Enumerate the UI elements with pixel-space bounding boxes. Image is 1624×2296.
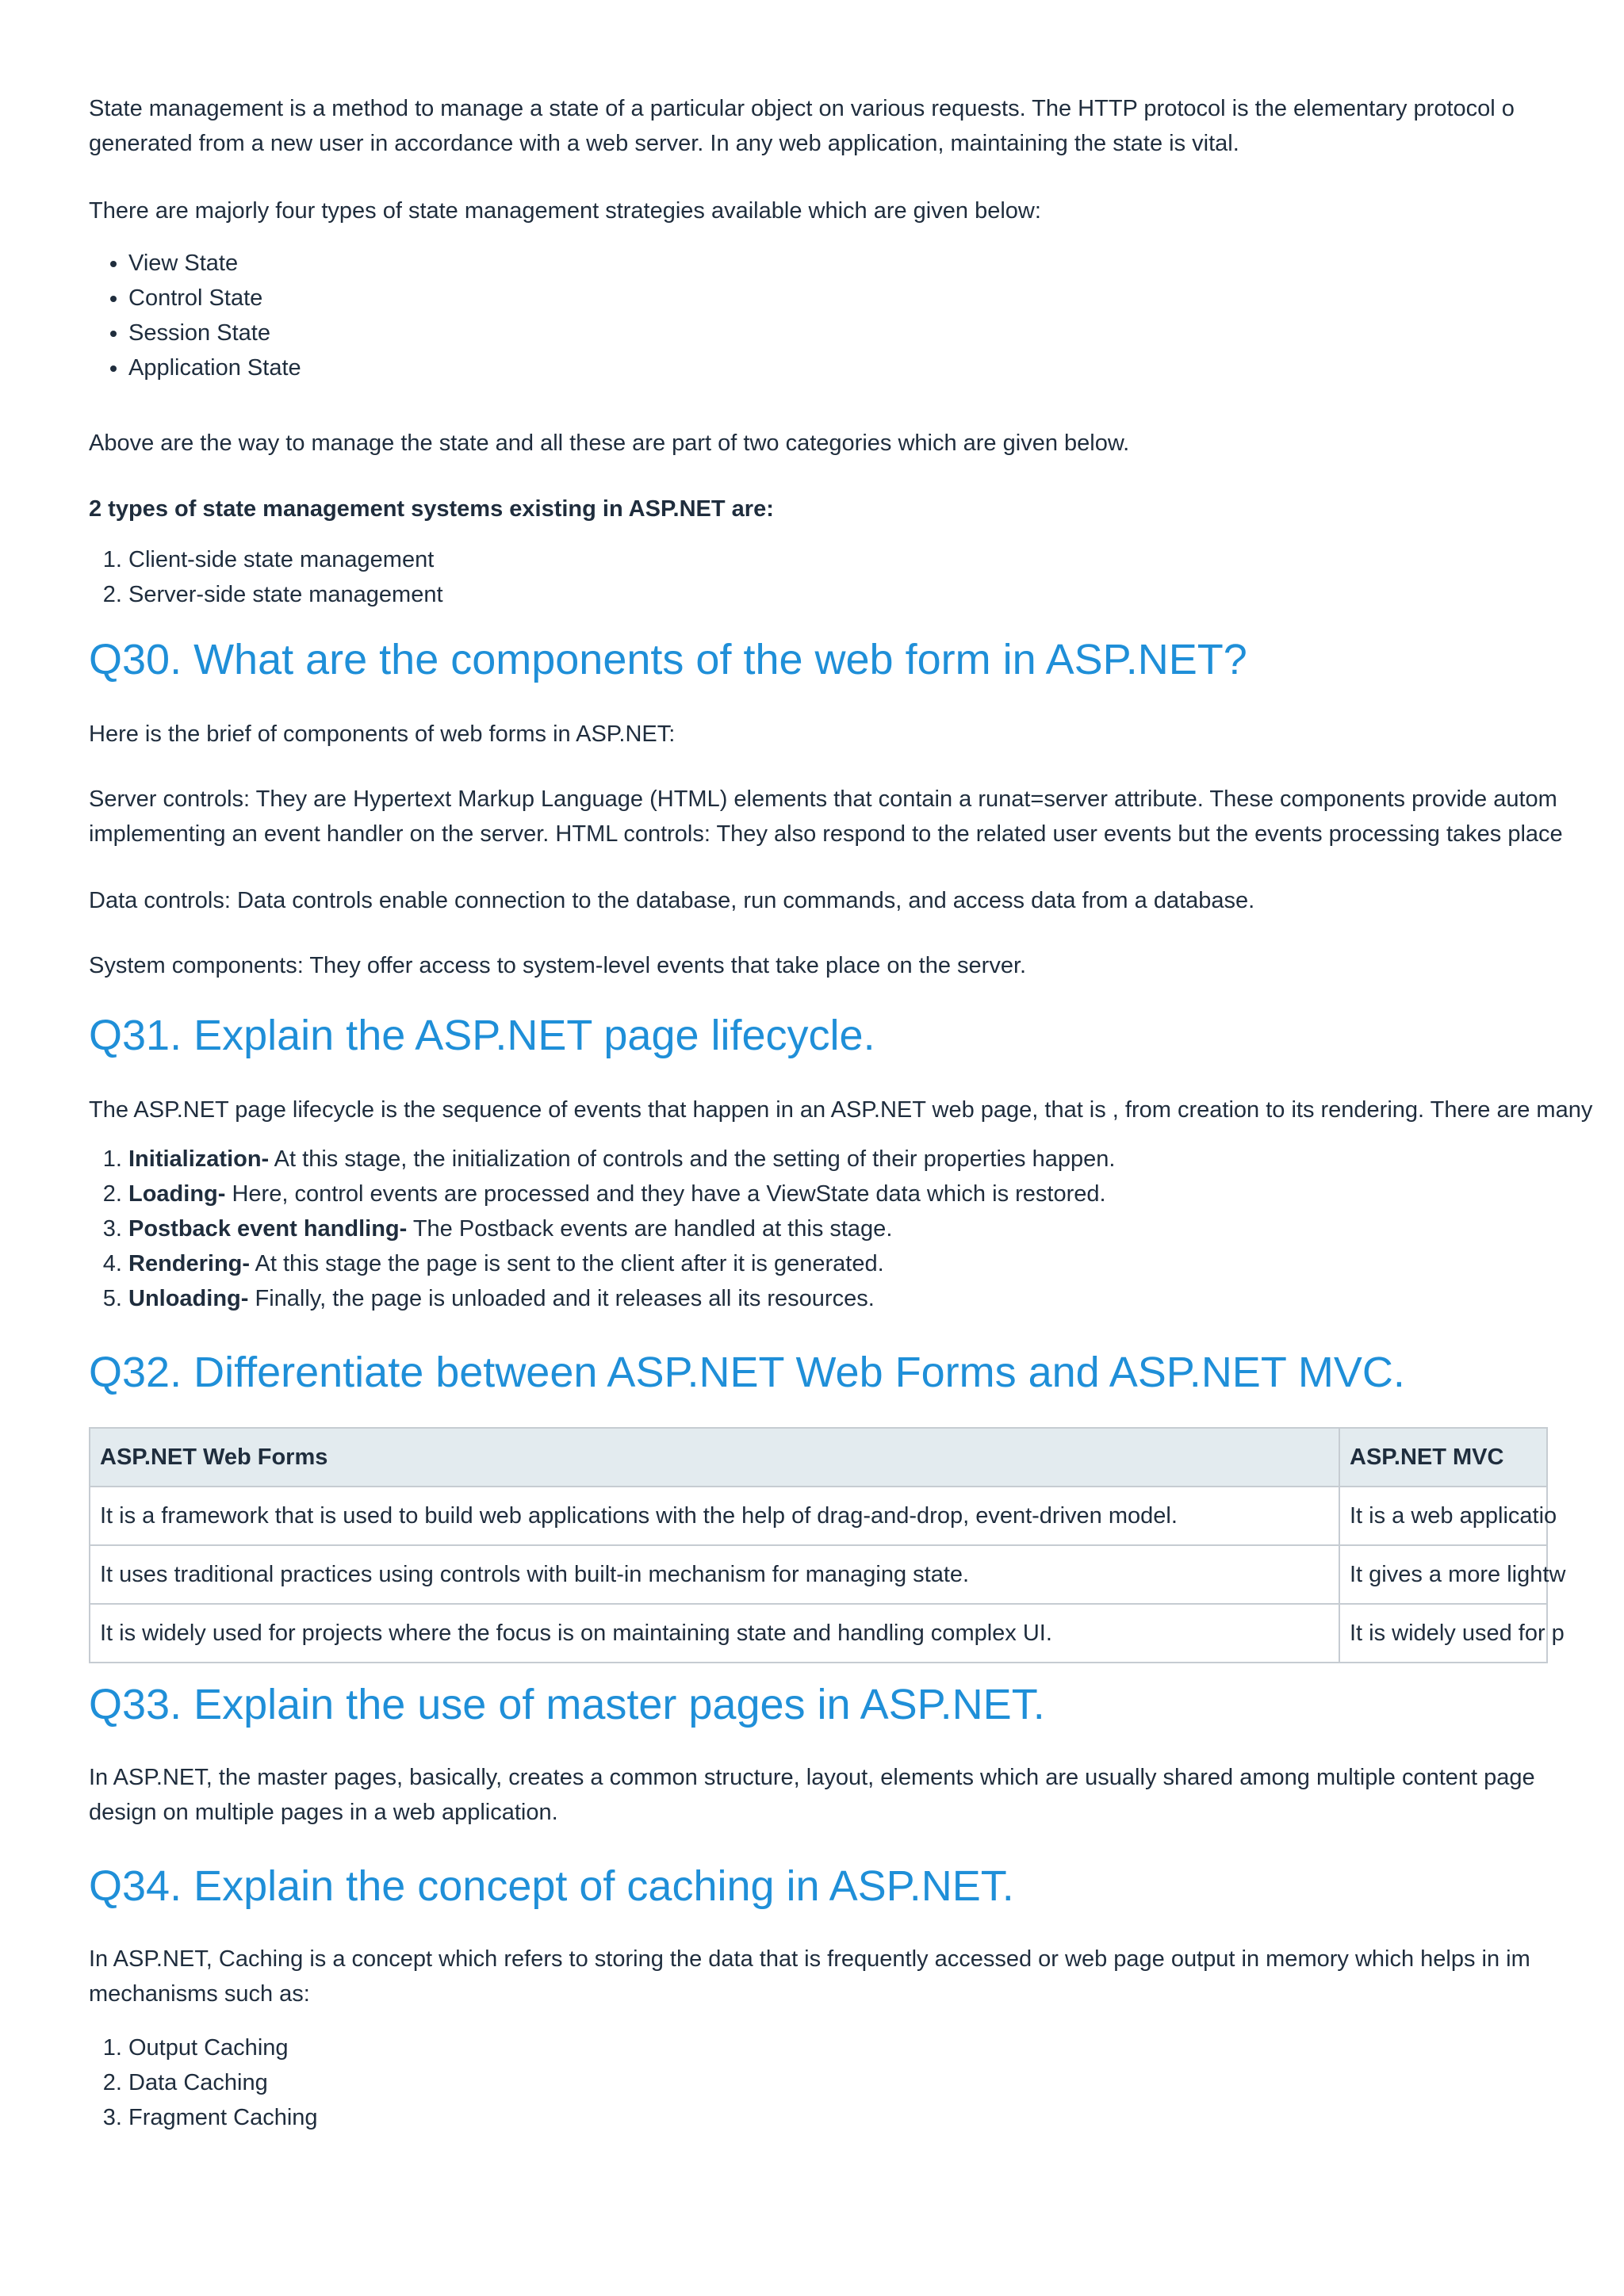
stage-text: At this stage the page is sent to the client after it is generated. (250, 1251, 884, 1276)
table-cell: It is a web applicatio (1339, 1487, 1547, 1545)
q33-heading: Q33. Explain the use of master pages in ASP.NET. (89, 1681, 1045, 1728)
document-page (89, 0, 1593, 2296)
list-item (128, 1246, 1535, 1281)
list-item: 1. Client-side state management (128, 542, 1535, 577)
intro-line-1: State management is a method to manage a state of a particular object on various requests. The HTTP protocol is the elementary protocol o (89, 96, 1515, 121)
server-controls-line-2: implementing an event handler on the server. HTML controls: They also respond to the related user events but the events processing takes place (89, 821, 1563, 847)
list-item (128, 1177, 1535, 1211)
stage-label: Initialization- (128, 1146, 270, 1172)
two-types-list (89, 542, 1535, 612)
state-types-list (89, 246, 1535, 385)
list-item (128, 1211, 1535, 1246)
list-item (128, 1281, 1535, 1316)
list-item (128, 1142, 1535, 1177)
stage-text: The Postback events are handled at this stage. (407, 1216, 893, 1242)
table-cell: It is widely used for p (1339, 1604, 1547, 1663)
q31-heading: Q31. Explain the ASP.NET page lifecycle. (89, 1012, 875, 1059)
intro-paragraph (89, 91, 1535, 161)
list-item: 2. Data Caching (128, 2065, 1535, 2100)
q32-heading: Q32. Differentiate between ASP.NET Web Forms and ASP.NET MVC. (89, 1349, 1405, 1396)
table-header-cell: ASP.NET MVC (1339, 1428, 1547, 1487)
stage-text: Here, control events are processed and they have a ViewState data which is restored. (225, 1181, 1106, 1207)
table-cell: It gives a more lightw (1339, 1545, 1547, 1604)
list-item: 1. Output Caching (128, 2030, 1535, 2065)
stage-label: Unloading- (128, 1286, 249, 1311)
table-row (90, 1545, 1547, 1604)
table-cell: It uses traditional practices using controls with built-in mechanism for managing state. (90, 1545, 1339, 1604)
list-item: 2. Server-side state management (128, 577, 1535, 612)
caching-types-list (89, 2030, 1535, 2135)
list-item: • View State (128, 246, 1535, 281)
caching-line-2: mechanisms such as: (89, 1981, 310, 2007)
table-header-cell: ASP.NET Web Forms (90, 1428, 1339, 1487)
intro-line-2: generated from a new user in accordance with a web server. In any web application, maintaining the state is vital. (89, 131, 1239, 156)
comparison-table (89, 1427, 1566, 1663)
list-item: • Control State (128, 281, 1535, 316)
table-cell: It is a framework that is used to build web applications with the help of drag-and-drop, event-driven model. (90, 1487, 1339, 1545)
master-pages-line-1: In ASP.NET, the master pages, basically, creates a common structure, layout, elements which are usually shared among multiple content page (89, 1765, 1535, 1790)
list-item: • Application State (128, 350, 1535, 385)
master-pages-paragraph (89, 1760, 1535, 1830)
stage-label: Loading- (128, 1181, 226, 1207)
q34-heading: Q34. Explain the concept of caching in ASP.NET. (89, 1862, 1014, 1910)
table-header-row (90, 1428, 1547, 1487)
table-row (90, 1487, 1547, 1545)
caching-line-1: In ASP.NET, Caching is a concept which refers to storing the data that is frequently accessed or web page output in memory which helps in im (89, 1946, 1530, 1972)
comparison-table-wrapper (89, 1427, 1566, 1663)
caching-paragraph (89, 1942, 1535, 2011)
q31-intro: The ASP.NET page lifecycle is the sequence of events that happen in an ASP.NET web page, that is , from creation to its rendering. There are many (89, 1097, 1593, 1123)
two-types-heading (89, 492, 1535, 526)
server-controls-line-1: Server controls: They are Hypertext Markup Language (HTML) elements that contain a runat=server attribute. These components provide autom (89, 786, 1557, 812)
stage-label: Postback event handling- (128, 1216, 408, 1242)
stage-label: Rendering- (128, 1251, 251, 1276)
master-pages-line-2: design on multiple pages in a web application. (89, 1800, 558, 1825)
stage-text: Finally, the page is unloaded and it releases all its resources. (248, 1286, 875, 1311)
two-types-heading-text: 2 types of state management systems existing in ASP.NET are: (89, 496, 774, 522)
table-row (90, 1604, 1547, 1663)
system-components-paragraph: System components: They offer access to system-level events that take place on the server. (89, 953, 1027, 978)
q30-heading: Q30. What are the components of the web form in ASP.NET? (89, 636, 1247, 683)
stage-text: At this stage, the initialization of controls and the setting of their properties happen. (269, 1146, 1116, 1172)
data-controls-paragraph: Data controls: Data controls enable connection to the database, run commands, and access data from a database. (89, 888, 1255, 913)
q30-brief: Here is the brief of components of web forms in ASP.NET: (89, 721, 676, 747)
list-item: • Session State (128, 316, 1535, 350)
server-controls-paragraph (89, 782, 1563, 851)
list-item: 3. Fragment Caching (128, 2100, 1535, 2135)
above-paragraph: Above are the way to manage the state and all these are part of two categories which are given below. (89, 430, 1130, 456)
types-intro: There are majorly four types of state management strategies available which are given below: (89, 198, 1041, 224)
lifecycle-stages-list (89, 1142, 1535, 1316)
table-cell: It is widely used for projects where the focus is on maintaining state and handling complex UI. (90, 1604, 1339, 1663)
